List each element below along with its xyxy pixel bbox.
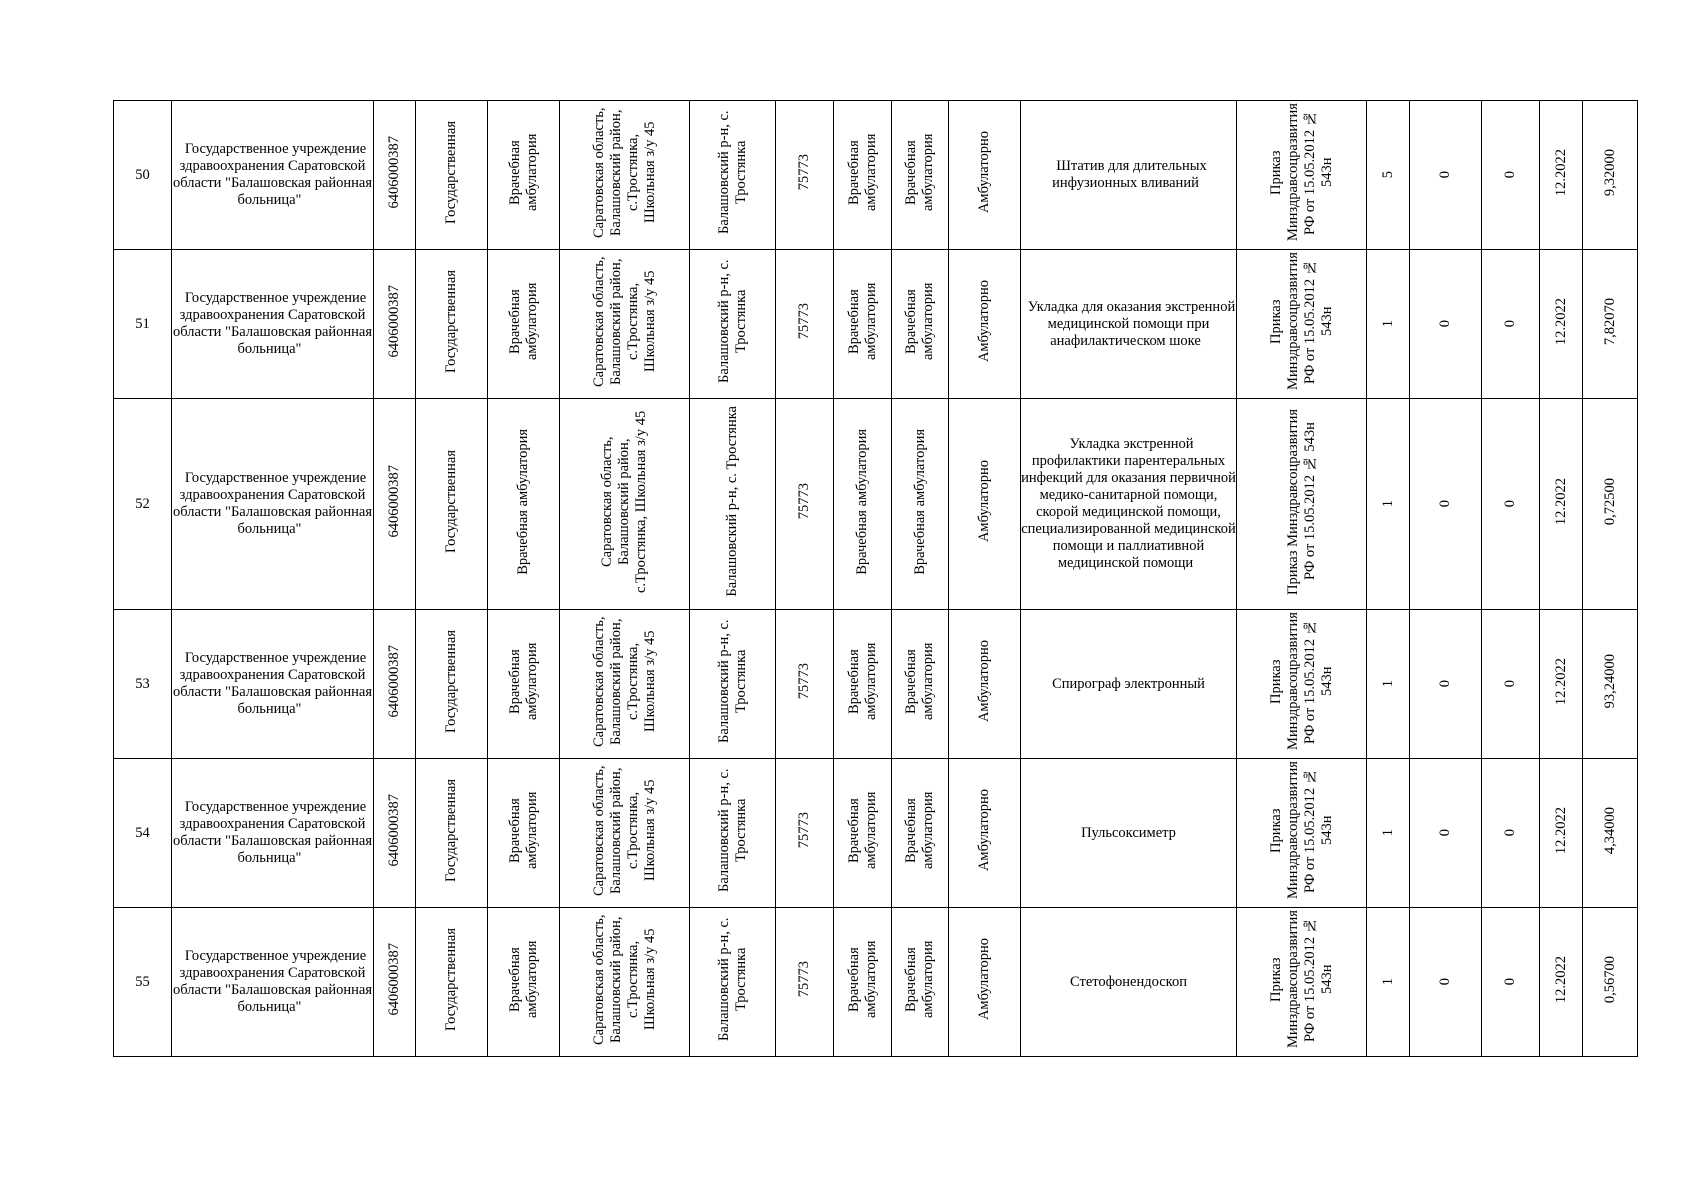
ownership-form-text: Государственная [443, 270, 459, 373]
cell-delivery-date [1540, 610, 1583, 759]
amount-text: 0,72500 [1601, 477, 1618, 526]
cell-address [560, 759, 690, 908]
delivery-date-text: 12.2022 [1552, 955, 1569, 1004]
quantity-text: 1 [1379, 320, 1396, 328]
cell-count-2 [1482, 908, 1540, 1057]
delivery-date-text: 12.2022 [1552, 657, 1569, 706]
row-number-text: 52 [135, 495, 150, 512]
care-condition-text: Амбулаторно [976, 789, 992, 872]
locality-text: Балашовский р-н, с. Тростянка [715, 110, 749, 235]
cell-organization-name [172, 399, 374, 610]
inn-code-text: 6406000387 [386, 943, 402, 1016]
unit-name-text: Врачебная амбулатория [506, 133, 540, 212]
unit-name-text: Врачебная амбулатория [506, 940, 540, 1019]
cell-ownership-form [416, 908, 488, 1057]
organization-name-text: Государственное учреждение здравоохранения Саратовской области "Балашовская районная больница" [172, 650, 373, 717]
quantity-text: 1 [1379, 978, 1396, 986]
cell-oktmo-code [776, 759, 834, 908]
unit-name-text: Врачебная амбулатория [515, 428, 531, 575]
cell-locality [690, 399, 776, 610]
cell-amount [1583, 399, 1638, 610]
cell-locality [690, 101, 776, 250]
cell-order-reference [1237, 250, 1367, 399]
cell-inn-code [374, 250, 416, 399]
quantity-text: 1 [1379, 829, 1396, 837]
cell-row-number [114, 908, 172, 1057]
ownership-form-text: Государственная [443, 928, 459, 1031]
equipment-name-text: Укладка для оказания экстренной медицинской помощи при анафилактическом шоке [1027, 298, 1236, 349]
cell-count-2 [1482, 250, 1540, 399]
cell-unit-type-2 [892, 101, 949, 250]
cell-ownership-form [416, 399, 488, 610]
equipment-name-text: Спирограф электронный [1052, 675, 1205, 692]
cell-ownership-form [416, 610, 488, 759]
unit-type-1-text: Врачебная амбулатория [845, 133, 879, 212]
organization-name-text: Государственное учреждение здравоохранения Саратовской области "Балашовская районная больница" [172, 141, 373, 208]
delivery-date-text: 12.2022 [1552, 477, 1569, 526]
unit-type-2-text: Врачебная амбулатория [903, 133, 936, 212]
quantity-text: 1 [1379, 500, 1396, 508]
ownership-form-text: Государственная [443, 779, 459, 882]
cell-quantity [1367, 101, 1410, 250]
cell-quantity [1367, 759, 1410, 908]
cell-unit-name [488, 101, 560, 250]
oktmo-code-text: 75773 [796, 303, 812, 340]
care-condition-text: Амбулаторно [976, 938, 992, 1021]
cell-unit-name [488, 399, 560, 610]
unit-name-text: Врачебная амбулатория [506, 642, 540, 721]
cell-order-reference [1237, 908, 1367, 1057]
cell-oktmo-code [776, 908, 834, 1057]
cell-address [560, 250, 690, 399]
cell-inn-code [374, 101, 416, 250]
organization-name-text: Государственное учреждение здравоохранения Саратовской области "Балашовская районная больница" [172, 290, 373, 357]
row-number-text: 54 [135, 824, 150, 841]
count-2-text: 0 [1502, 500, 1518, 508]
locality-text: Балашовский р-н, с. Тростянка [724, 406, 740, 597]
cell-unit-name [488, 908, 560, 1057]
ownership-form-text: Государственная [443, 630, 459, 733]
amount-text: 4,34000 [1601, 806, 1618, 855]
table-row [114, 759, 1638, 908]
amount-text: 9,32000 [1601, 148, 1618, 197]
table-row [114, 399, 1638, 610]
ownership-form-text: Государственная [443, 121, 459, 224]
cell-locality [690, 610, 776, 759]
cell-count-1 [1410, 250, 1482, 399]
cell-unit-type-2 [892, 908, 949, 1057]
table-row [114, 250, 1638, 399]
cell-count-2 [1482, 101, 1540, 250]
cell-amount [1583, 908, 1638, 1057]
order-reference-text: Приказ Минздравсоцразвития РФ от 15.05.2012 № 543н [1284, 408, 1318, 595]
cell-count-2 [1482, 759, 1540, 908]
amount-text: 93,24000 [1601, 654, 1618, 709]
oktmo-code-text: 75773 [796, 961, 812, 998]
count-1-text: 0 [1437, 500, 1453, 508]
order-reference-text: Приказ Минздравсоцразвития РФ от 15.05.2012 № 543н [1267, 103, 1335, 242]
cell-unit-type-1 [834, 610, 892, 759]
cell-count-1 [1410, 101, 1482, 250]
cell-delivery-date [1540, 399, 1583, 610]
cell-count-1 [1410, 610, 1482, 759]
cell-row-number [114, 610, 172, 759]
cell-row-number [114, 399, 172, 610]
count-1-text: 0 [1437, 171, 1453, 179]
delivery-date-text: 12.2022 [1552, 148, 1569, 197]
cell-unit-type-2 [892, 250, 949, 399]
cell-care-condition [949, 101, 1021, 250]
order-reference-text: Приказ Минздравсоцразвития РФ от 15.05.2012 № 543н [1267, 252, 1335, 391]
cell-address [560, 101, 690, 250]
unit-type-2-text: Врачебная амбулатория [903, 282, 936, 361]
cell-count-1 [1410, 759, 1482, 908]
inn-code-text: 6406000387 [386, 136, 402, 209]
cell-oktmo-code [776, 399, 834, 610]
row-number-text: 50 [135, 166, 150, 183]
cell-unit-name [488, 250, 560, 399]
cell-address [560, 399, 690, 610]
count-2-text: 0 [1502, 829, 1518, 837]
equipment-name-text: Укладка экстренной профилактики парентеральных инфекций для оказания первичной медико-санитарной помощи, скорой медицинской помощи, специализированной медицинской помощи и паллиативной медицинской помощи [1021, 436, 1236, 571]
cell-amount [1583, 610, 1638, 759]
cell-unit-type-1 [834, 908, 892, 1057]
address-text: Саратовская область, Балашовский район, с.Тростянка, Школьная з/у 45 [590, 256, 658, 387]
unit-name-text: Врачебная амбулатория [506, 791, 540, 870]
equipment-name-text: Стетофонендоскоп [1070, 973, 1187, 990]
address-text: Саратовская область, Балашовский район, с.Тростянка, Школьная з/у 45 [599, 410, 649, 593]
row-number-text: 55 [135, 973, 150, 990]
cell-organization-name [172, 610, 374, 759]
cell-unit-name [488, 610, 560, 759]
cell-quantity [1367, 399, 1410, 610]
cell-order-reference [1237, 399, 1367, 610]
cell-order-reference [1237, 759, 1367, 908]
organization-name-text: Государственное учреждение здравоохранения Саратовской области "Балашовская районная больница" [172, 948, 373, 1015]
unit-type-1-text: Врачебная амбулатория [845, 282, 879, 361]
cell-count-2 [1482, 399, 1540, 610]
amount-text: 7,82070 [1601, 297, 1618, 346]
cell-equipment-name [1021, 610, 1237, 759]
cell-count-1 [1410, 399, 1482, 610]
cell-address [560, 610, 690, 759]
cell-unit-type-2 [892, 759, 949, 908]
address-text: Саратовская область, Балашовский район, с.Тростянка, Школьная з/у 45 [590, 914, 658, 1045]
cell-oktmo-code [776, 610, 834, 759]
cell-locality [690, 759, 776, 908]
cell-delivery-date [1540, 250, 1583, 399]
cell-ownership-form [416, 250, 488, 399]
count-2-text: 0 [1502, 171, 1518, 179]
cell-unit-type-1 [834, 399, 892, 610]
cell-quantity [1367, 250, 1410, 399]
cell-count-2 [1482, 610, 1540, 759]
organization-name-text: Государственное учреждение здравоохранения Саратовской области "Балашовская районная больница" [172, 799, 373, 866]
cell-quantity [1367, 908, 1410, 1057]
count-2-text: 0 [1502, 320, 1518, 328]
cell-oktmo-code [776, 101, 834, 250]
order-reference-text: Приказ Минздравсоцразвития РФ от 15.05.2012 № 543н [1267, 910, 1335, 1049]
care-condition-text: Амбулаторно [976, 460, 992, 543]
count-2-text: 0 [1502, 978, 1518, 986]
unit-type-2-text: Врачебная амбулатория [903, 940, 936, 1019]
cell-care-condition [949, 399, 1021, 610]
oktmo-code-text: 75773 [796, 154, 812, 191]
locality-text: Балашовский р-н, с. Тростянка [715, 917, 749, 1042]
count-2-text: 0 [1502, 680, 1518, 688]
locality-text: Балашовский р-н, с. Тростянка [715, 259, 749, 384]
care-condition-text: Амбулаторно [976, 640, 992, 723]
oktmo-code-text: 75773 [796, 812, 812, 849]
cell-amount [1583, 101, 1638, 250]
cell-organization-name [172, 759, 374, 908]
cell-unit-type-2 [892, 399, 949, 610]
cell-unit-type-1 [834, 759, 892, 908]
cell-locality [690, 908, 776, 1057]
count-1-text: 0 [1437, 680, 1453, 688]
cell-unit-type-1 [834, 101, 892, 250]
equipment-table [113, 100, 1638, 1057]
oktmo-code-text: 75773 [796, 663, 812, 700]
unit-type-2-text: Врачебная амбулатория [903, 791, 936, 870]
cell-organization-name [172, 908, 374, 1057]
cell-ownership-form [416, 101, 488, 250]
cell-row-number [114, 250, 172, 399]
organization-name-text: Государственное учреждение здравоохранения Саратовской области "Балашовская районная больница" [172, 470, 373, 537]
cell-amount [1583, 759, 1638, 908]
cell-care-condition [949, 908, 1021, 1057]
row-number-text: 51 [135, 315, 150, 332]
cell-organization-name [172, 101, 374, 250]
table-row [114, 610, 1638, 759]
table-row [114, 908, 1638, 1057]
cell-inn-code [374, 759, 416, 908]
cell-order-reference [1237, 610, 1367, 759]
cell-equipment-name [1021, 399, 1237, 610]
unit-type-1-text: Врачебная амбулатория [845, 940, 879, 1019]
cell-equipment-name [1021, 101, 1237, 250]
cell-amount [1583, 250, 1638, 399]
cell-care-condition [949, 250, 1021, 399]
inn-code-text: 6406000387 [386, 794, 402, 867]
cell-care-condition [949, 610, 1021, 759]
inn-code-text: 6406000387 [386, 645, 402, 718]
cell-equipment-name [1021, 908, 1237, 1057]
order-reference-text: Приказ Минздравсоцразвития РФ от 15.05.2012 № 543н [1267, 761, 1335, 900]
address-text: Саратовская область, Балашовский район, с.Тростянка, Школьная з/у 45 [590, 107, 658, 238]
cell-unit-type-2 [892, 610, 949, 759]
cell-delivery-date [1540, 908, 1583, 1057]
cell-inn-code [374, 399, 416, 610]
cell-row-number [114, 101, 172, 250]
delivery-date-text: 12.2022 [1552, 297, 1569, 346]
cell-care-condition [949, 759, 1021, 908]
delivery-date-text: 12.2022 [1552, 806, 1569, 855]
cell-oktmo-code [776, 250, 834, 399]
address-text: Саратовская область, Балашовский район, с.Тростянка, Школьная з/у 45 [590, 616, 658, 747]
cell-locality [690, 250, 776, 399]
unit-name-text: Врачебная амбулатория [506, 282, 540, 361]
cell-equipment-name [1021, 250, 1237, 399]
count-1-text: 0 [1437, 829, 1453, 837]
equipment-name-text: Штатив для длительных инфузионных вливаний [1052, 158, 1207, 191]
count-1-text: 0 [1437, 320, 1453, 328]
ownership-form-text: Государственная [443, 450, 459, 553]
cell-address [560, 908, 690, 1057]
care-condition-text: Амбулаторно [976, 280, 992, 363]
inn-code-text: 6406000387 [386, 285, 402, 358]
cell-organization-name [172, 250, 374, 399]
cell-equipment-name [1021, 759, 1237, 908]
quantity-text: 5 [1379, 171, 1396, 179]
cell-inn-code [374, 610, 416, 759]
quantity-text: 1 [1379, 680, 1396, 688]
unit-type-2-text: Врачебная амбулатория [903, 642, 936, 721]
unit-type-1-text: Врачебная амбулатория [845, 791, 879, 870]
table-body [114, 101, 1638, 1057]
cell-row-number [114, 759, 172, 908]
cell-ownership-form [416, 759, 488, 908]
cell-inn-code [374, 908, 416, 1057]
unit-type-1-text: Врачебная амбулатория [845, 642, 879, 721]
row-number-text: 53 [135, 675, 150, 692]
cell-count-1 [1410, 908, 1482, 1057]
unit-type-1-text: Врачебная амбулатория [854, 428, 870, 575]
oktmo-code-text: 75773 [796, 483, 812, 520]
locality-text: Балашовский р-н, с. Тростянка [715, 768, 749, 893]
table-row [114, 101, 1638, 250]
address-text: Саратовская область, Балашовский район, с.Тростянка, Школьная з/у 45 [590, 765, 658, 896]
locality-text: Балашовский р-н, с. Тростянка [715, 619, 749, 744]
cell-unit-type-1 [834, 250, 892, 399]
equipment-name-text: Пульсоксиметр [1081, 824, 1176, 841]
inn-code-text: 6406000387 [386, 465, 402, 538]
cell-unit-name [488, 759, 560, 908]
order-reference-text: Приказ Минздравсоцразвития РФ от 15.05.2012 № 543н [1267, 612, 1335, 751]
cell-quantity [1367, 610, 1410, 759]
unit-type-2-text: Врачебная амбулатория [911, 428, 928, 575]
cell-delivery-date [1540, 759, 1583, 908]
cell-delivery-date [1540, 101, 1583, 250]
cell-order-reference [1237, 101, 1367, 250]
count-1-text: 0 [1437, 978, 1453, 986]
amount-text: 0,56700 [1601, 955, 1618, 1004]
care-condition-text: Амбулаторно [976, 131, 992, 214]
